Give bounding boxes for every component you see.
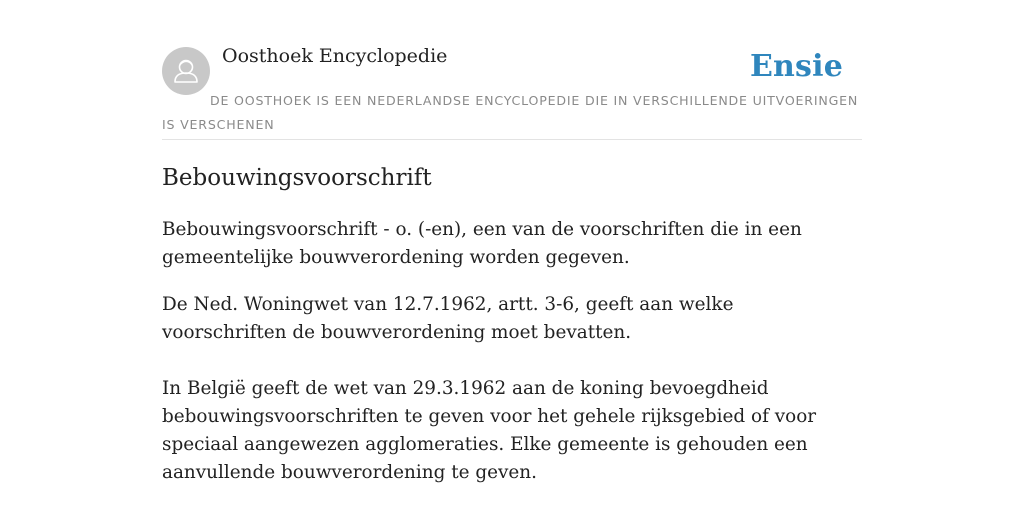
article-title: Bebouwingsvoorschrift bbox=[162, 165, 432, 191]
article-body bbox=[162, 216, 862, 487]
publication-name[interactable]: Oosthoek Encyclopedie bbox=[222, 45, 448, 67]
page bbox=[162, 0, 862, 512]
publication-description: DE OOSTHOEK IS EEN NEDERLANDSE ENCYCLOPEDIE DIE IN VERSCHILLENDE UITVOERINGEN IS VERSCHENEN bbox=[162, 93, 859, 132]
user-silhouette-icon bbox=[162, 47, 210, 95]
ensie-logo-link[interactable]: Ensie bbox=[749, 49, 843, 84]
article-paragraph: De Ned. Woningwet van 12.7.1962, artt. 3-6, geeft aan welke voorschriften de bouwverordening moet bevatten. bbox=[162, 294, 734, 343]
publication-header bbox=[162, 0, 862, 140]
avatar[interactable] bbox=[162, 47, 210, 95]
article-paragraph: In België geeft de wet van 29.3.1962 aan de koning bevoegdheid bebouwingsvoorschriften te geven voor het gehele rijksgebied of voor speciaal aangewezen agglomeraties. Elke gemeente is gehouden een aanvullende bouwverordening te geven. bbox=[162, 378, 817, 483]
article-paragraph: Bebouwingsvoorschrift - o. (-en), een van de voorschriften die in een gemeentelijke bouwverordening worden gegeven. bbox=[162, 219, 802, 268]
